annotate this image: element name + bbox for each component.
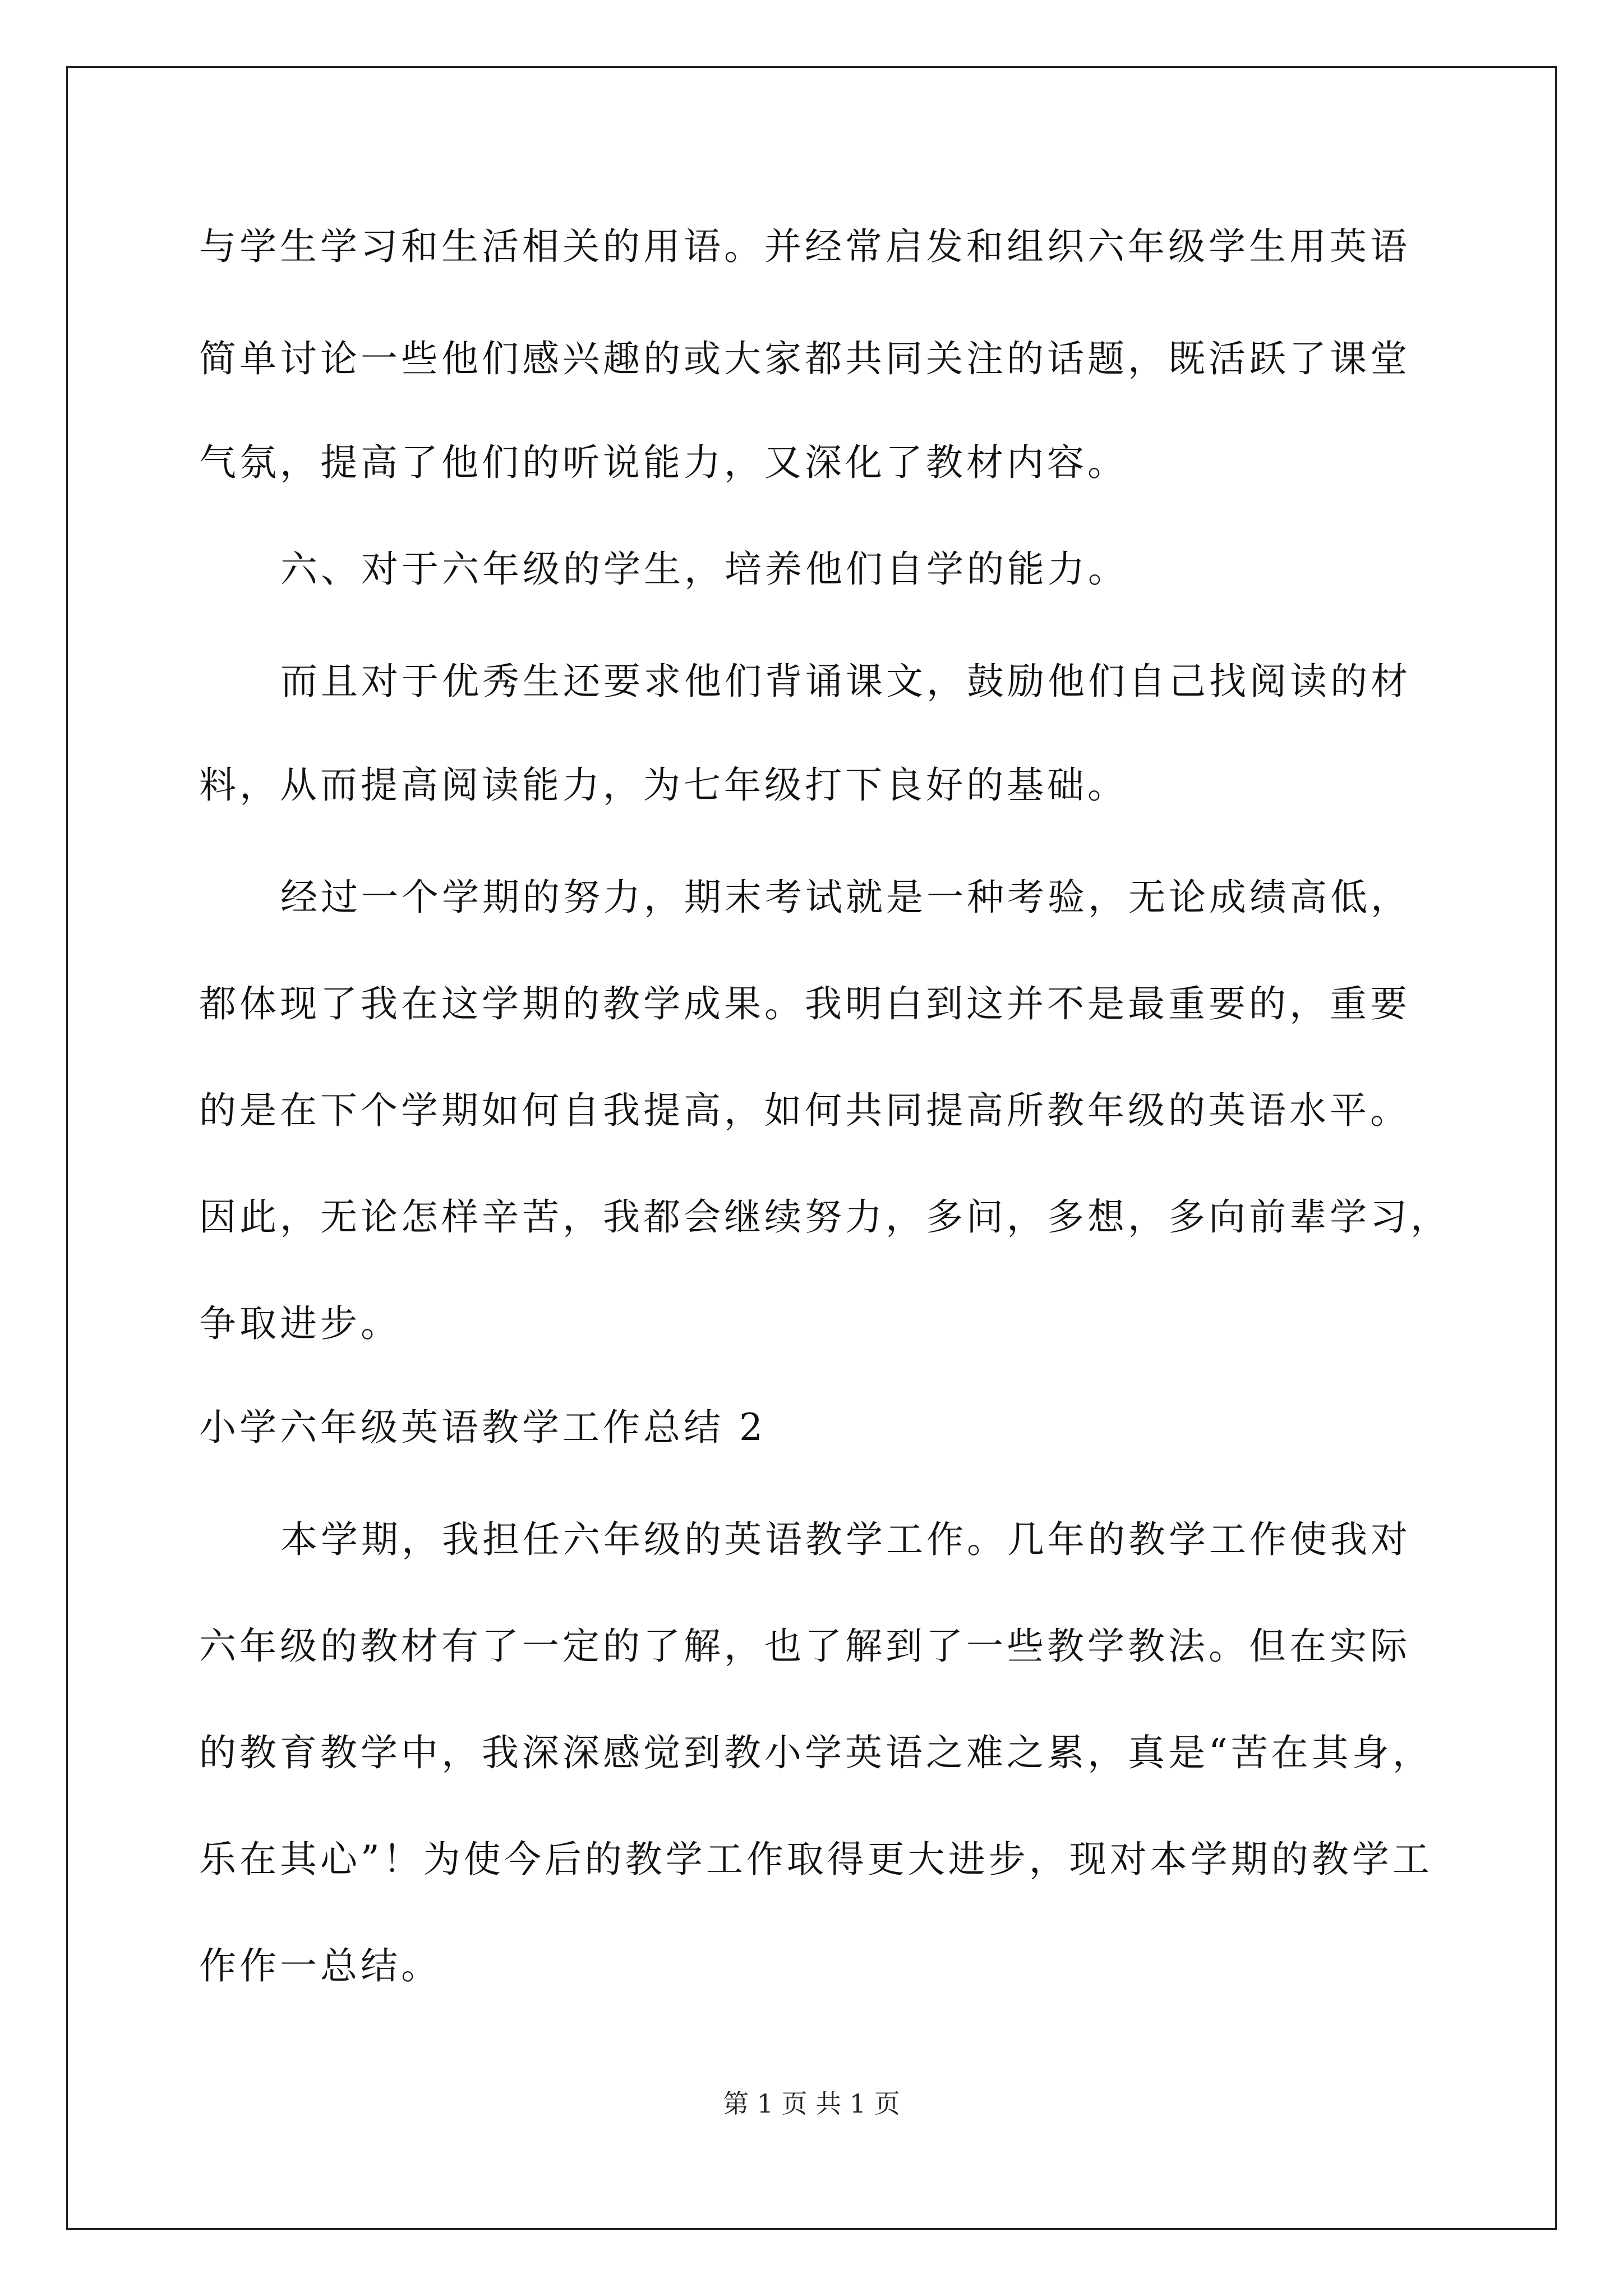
body-text-line: 经过一个学期的努力，期末考试就是一种考验，无论成绩高低， — [280, 876, 1411, 919]
body-text-line: 与学生学习和生活相关的用语。并经常启发和组织六年级学生用英语 — [199, 225, 1410, 268]
body-text-line: 因此，无论怎样辛苦，我都会继续努力，多问，多想，多向前辈学习， — [199, 1195, 1451, 1239]
section-heading-six: 六、对于六年级的学生，培养他们自学的能力。 — [280, 547, 1128, 591]
section-title: 小学六年级英语教学工作总结 2 — [199, 1406, 766, 1449]
body-text-line: 而且对于优秀生还要求他们背诵课文，鼓励他们自己找阅读的材 — [280, 660, 1411, 703]
body-text-line: 气氛，提高了他们的听说能力，又深化了教材内容。 — [199, 441, 1128, 484]
body-text-line: 的教育教学中，我深深感觉到教小学英语之难之累，真是“苦在其身， — [199, 1731, 1433, 1774]
body-text-line: 乐在其心”！为使今后的教学工作取得更大进步，现对本学期的教学工 — [199, 1838, 1433, 1881]
body-text-line: 简单讨论一些他们感兴趣的或大家都共同关注的话题，既活跃了课堂 — [199, 337, 1410, 380]
body-text-line: 料，从而提高阅读能力，为七年级打下良好的基础。 — [199, 763, 1128, 807]
body-text-line: 争取进步。 — [199, 1302, 401, 1345]
page-border — [66, 66, 1557, 2230]
body-text-line: 本学期，我担任六年级的英语教学工作。几年的教学工作使我对 — [280, 1518, 1411, 1561]
body-text-line: 作作一总结。 — [199, 1944, 441, 1987]
page-footer: 第 1 页 共 1 页 — [723, 2088, 900, 2119]
body-text-line: 的是在下个学期如何自我提高，如何共同提高所教年级的英语水平。 — [199, 1089, 1410, 1132]
body-text-line: 六年级的教材有了一定的了解，也了解到了一些教学教法。但在实际 — [199, 1625, 1410, 1668]
body-text-line: 都体现了我在这学期的教学成果。我明白到这并不是最重要的，重要 — [199, 982, 1410, 1025]
